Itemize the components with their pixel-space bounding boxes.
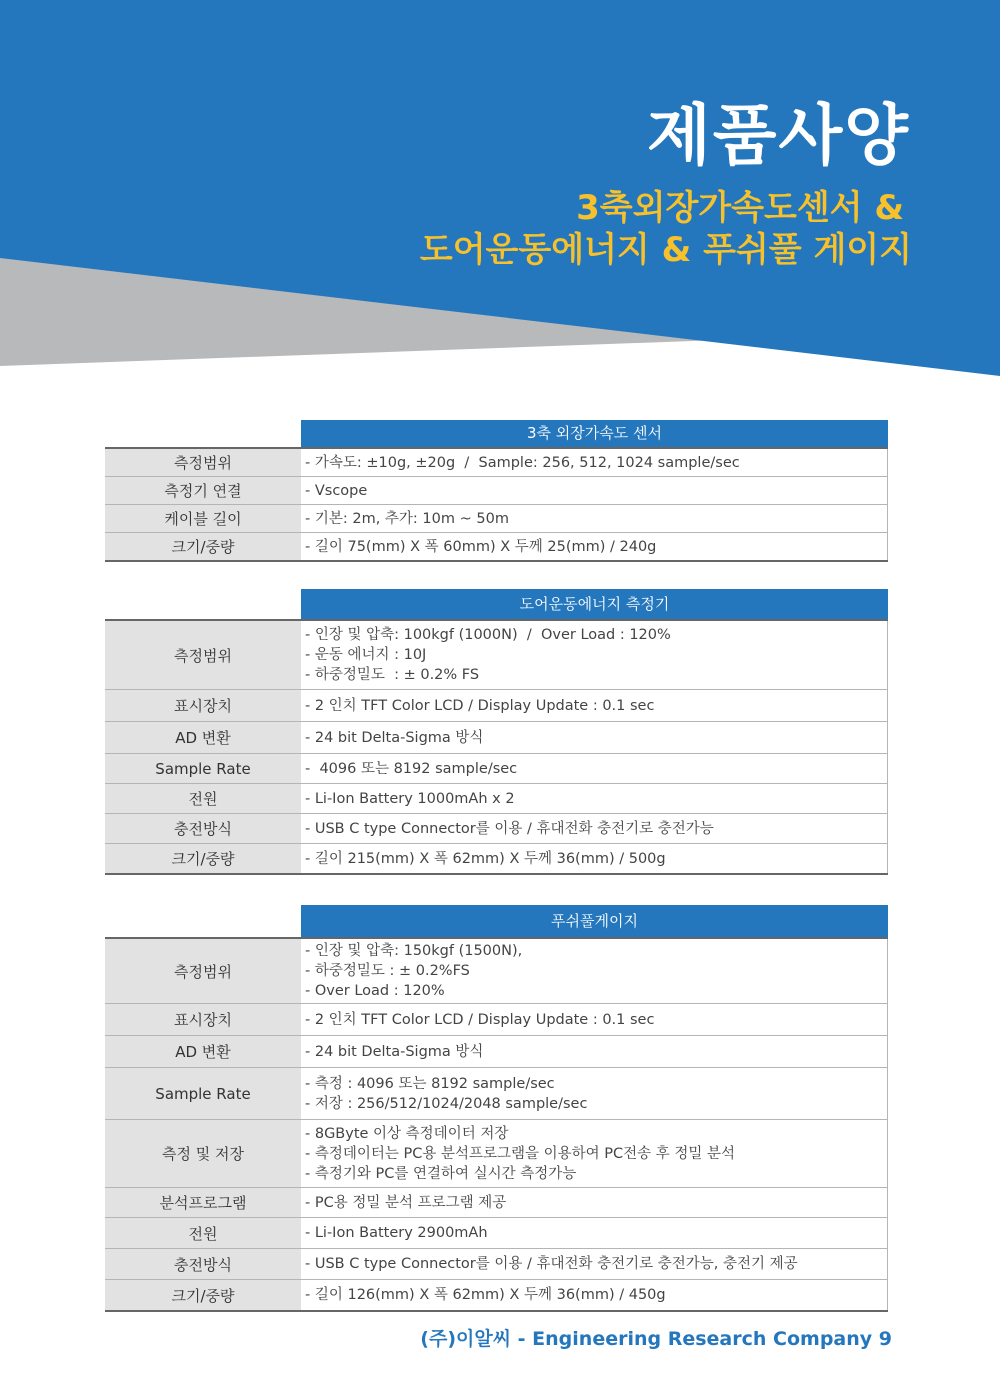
value-line: - 2 인치 TFT Color LCD / Display Update : 0.1 sec xyxy=(305,697,655,714)
table-body xyxy=(105,619,888,875)
row-label: 충전방식 xyxy=(105,1249,301,1279)
table-row xyxy=(105,722,888,754)
value-line: - 길이 215(mm) X 폭 62mm) X 두께 36(mm) / 500g xyxy=(305,850,666,867)
row-label: 표시장치 xyxy=(105,1004,301,1035)
table-row xyxy=(105,1218,888,1249)
row-label: 크기/중량 xyxy=(105,533,301,560)
row-value xyxy=(301,1188,888,1217)
row-label: 측정범위 xyxy=(105,939,301,1003)
value-line: - 측정데이터는 PC용 분석프로그램을 이용하여 PC전송 후 정밀 분석 xyxy=(305,1145,736,1162)
row-label: 측정범위 xyxy=(105,449,301,476)
row-value xyxy=(301,1068,888,1119)
value-line: - USB C type Connector를 이용 / 휴대전화 충전기로 충전가능 xyxy=(305,820,714,837)
table-row xyxy=(105,621,888,690)
row-value xyxy=(301,533,888,560)
value-line: - 8GByte 이상 측정데이터 저장 xyxy=(305,1125,509,1142)
row-label: 전원 xyxy=(105,784,301,813)
value-line: - Li-Ion Battery 2900mAh xyxy=(305,1225,488,1241)
table-row xyxy=(105,1120,888,1188)
value-line: - 길이 75(mm) X 폭 60mm) X 두께 25(mm) / 240g xyxy=(305,538,657,555)
table-title: 푸쉬풀게이지 xyxy=(301,905,888,937)
row-label: 케이블 길이 xyxy=(105,505,301,532)
row-value xyxy=(301,690,888,721)
table-body xyxy=(105,937,888,1312)
value-line: - 측정 : 4096 또는 8192 sample/sec xyxy=(305,1075,555,1092)
table-row xyxy=(105,1068,888,1120)
row-label: 충전방식 xyxy=(105,814,301,843)
value-line: - 2 인치 TFT Color LCD / Display Update : 0.1 sec xyxy=(305,1011,655,1028)
table-row xyxy=(105,844,888,873)
row-value xyxy=(301,1004,888,1035)
page-title: 제품사양 xyxy=(646,97,910,174)
table-row xyxy=(105,1188,888,1218)
row-label: 측정 및 저장 xyxy=(105,1120,301,1187)
spec-table-push-pull-gauge xyxy=(105,905,888,1312)
row-value xyxy=(301,722,888,753)
table-row xyxy=(105,814,888,844)
value-line: - Li-Ion Battery 1000mAh x 2 xyxy=(305,790,515,807)
table-row xyxy=(105,939,888,1004)
row-label: 전원 xyxy=(105,1218,301,1248)
table-row xyxy=(105,1249,888,1280)
value-line: - USB C type Connector를 이용 / 휴대전화 충전기로 충전가능, 충전기 제공 xyxy=(305,1256,798,1272)
row-value xyxy=(301,1120,888,1187)
row-value xyxy=(301,814,888,843)
row-value xyxy=(301,939,888,1003)
value-line: - 운동 에너지 : 10J xyxy=(305,647,427,663)
table-row xyxy=(105,690,888,722)
table-row xyxy=(105,1004,888,1036)
table-row xyxy=(105,449,888,477)
value-line: - 길이 126(mm) X 폭 62mm) X 두께 36(mm) / 450g xyxy=(305,1287,666,1303)
value-line: - 4096 또는 8192 sample/sec xyxy=(305,760,518,777)
table-row xyxy=(105,784,888,814)
table-row xyxy=(105,505,888,533)
row-value xyxy=(301,1036,888,1067)
value-line: - 하중정밀도 : ± 0.2%FS xyxy=(305,963,470,979)
row-label: AD 변환 xyxy=(105,722,301,753)
value-line: - 기본: 2m, 추가: 10m ~ 50m xyxy=(305,510,509,527)
row-label: 크기/중량 xyxy=(105,1280,301,1310)
row-label: 표시장치 xyxy=(105,690,301,721)
row-value xyxy=(301,784,888,813)
row-label: 측정기 연결 xyxy=(105,477,301,504)
value-line: - Vscope xyxy=(305,482,368,499)
row-value xyxy=(301,449,888,476)
row-label: Sample Rate xyxy=(105,754,301,783)
row-value xyxy=(301,505,888,532)
subtitle-line1: 3축외장가속도센서 & xyxy=(576,188,904,228)
table-row xyxy=(105,477,888,505)
row-value xyxy=(301,1280,888,1310)
table-title: 3축 외장가속도 센서 xyxy=(301,420,888,447)
value-line: - Over Load : 120% xyxy=(305,983,445,999)
table-title: 도어운동에너지 측정기 xyxy=(301,589,888,619)
row-label: AD 변환 xyxy=(105,1036,301,1067)
row-value xyxy=(301,1249,888,1279)
value-line: - 인장 및 압축: 100kgf (1000N) / Over Load : 120% xyxy=(305,627,671,643)
row-value xyxy=(301,1218,888,1248)
row-label: 크기/중량 xyxy=(105,844,301,873)
table-row xyxy=(105,1280,888,1310)
row-value xyxy=(301,477,888,504)
table-row xyxy=(105,533,888,560)
row-value xyxy=(301,754,888,783)
table-body xyxy=(105,447,888,562)
row-label: Sample Rate xyxy=(105,1068,301,1119)
value-line: - 24 bit Delta-Sigma 방식 xyxy=(305,729,484,746)
row-value xyxy=(301,621,888,689)
subtitle-line2: 도어운동에너지 & 푸쉬풀 게이지 xyxy=(419,230,912,270)
row-value xyxy=(301,844,888,873)
row-label: 분석프로그램 xyxy=(105,1188,301,1217)
value-line: - 하중정밀도 : ± 0.2% FS xyxy=(305,667,480,683)
value-line: - 측정기와 PC를 연결하여 실시간 측정가능 xyxy=(305,1165,577,1182)
spec-table-accelerometer xyxy=(105,420,888,562)
value-line: - PC용 정밀 분석 프로그램 제공 xyxy=(305,1194,507,1211)
value-line: - 가속도: ±10g, ±20g / Sample: 256, 512, 1024 sample/sec xyxy=(305,454,740,471)
row-label: 측정범위 xyxy=(105,621,301,689)
value-line: - 저장 : 256/512/1024/2048 sample/sec xyxy=(305,1095,588,1112)
footer-company: (주)이알씨 - Engineering Research Company 9 xyxy=(420,1328,892,1350)
table-row xyxy=(105,1036,888,1068)
value-line: - 24 bit Delta-Sigma 방식 xyxy=(305,1043,484,1060)
table-row xyxy=(105,754,888,784)
spec-table-door-energy xyxy=(105,589,888,875)
value-line: - 인장 및 압축: 150kgf (1500N), xyxy=(305,943,523,959)
